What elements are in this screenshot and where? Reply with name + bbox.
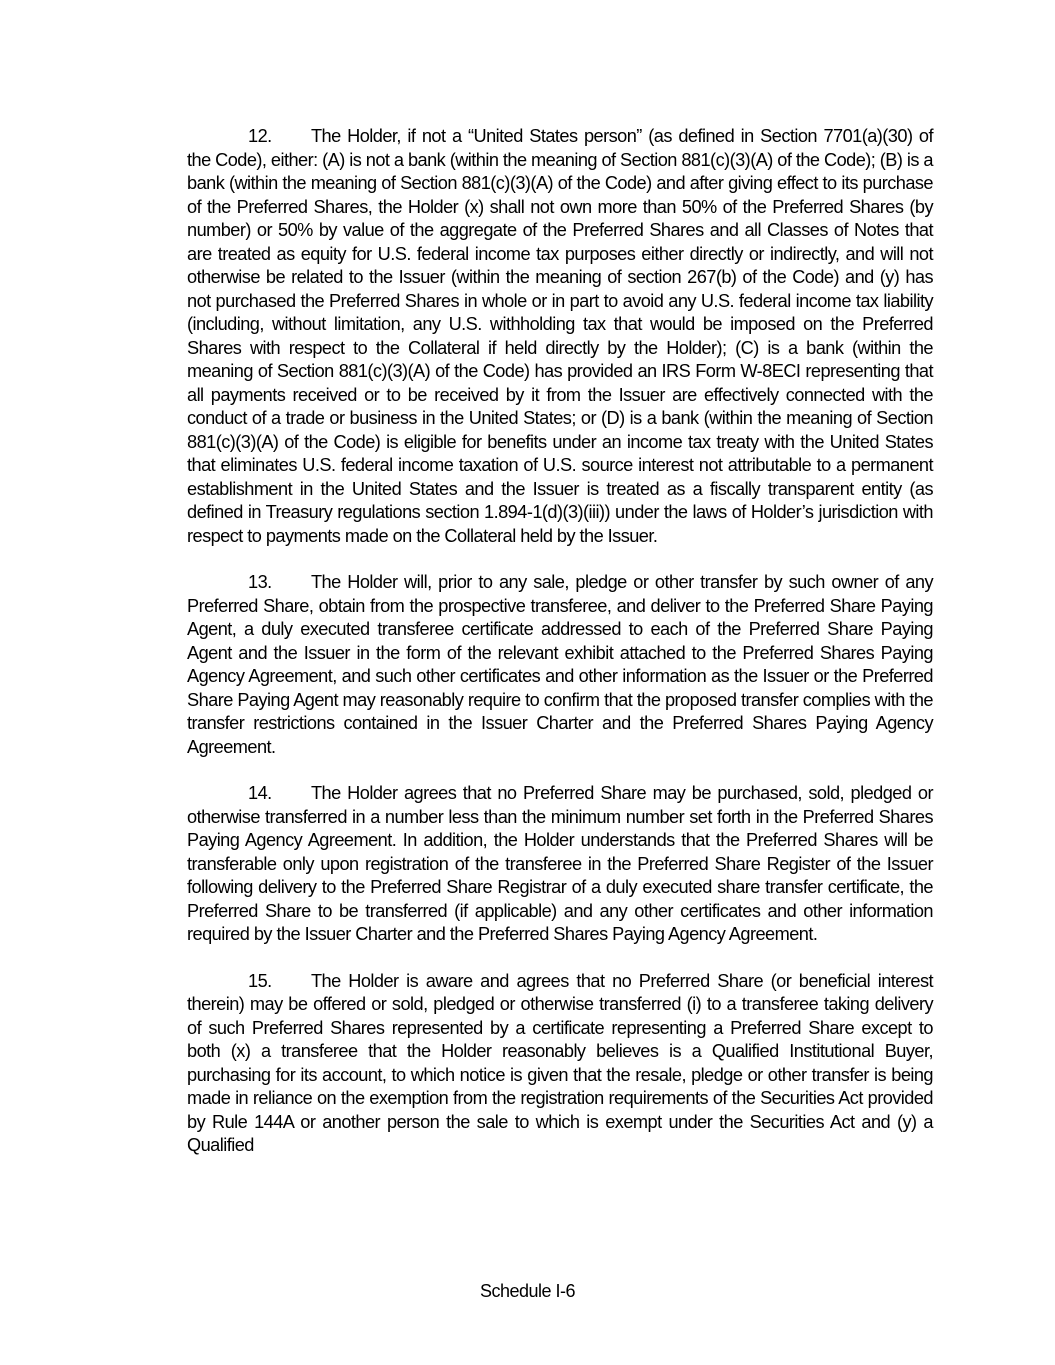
paragraph-text: The Holder is aware and agrees that no Preferred Share (or beneficial interest therein) may be offered or sold, pledged or otherwise transferred (i) to a transferee taking delivery of such Preferred Shares represented by a certificate representing a Preferred Share except to both (x) a transferee that the Holder reasonably believes is a Qualified Institutional Buyer, purchasing for its account, to which notice is given that the resale, pledge or other transfer is being made in reliance on the exemption from the registration requirements of the Securities Act provided by Rule 144A or another person the sale to which is exempt under the Securities Act and (y) a Qualified	[187, 970, 933, 1155]
page-footer: Schedule I-6	[479, 1281, 576, 1301]
paragraph-number: 12.	[248, 126, 272, 146]
paragraph-12	[187, 125, 933, 548]
document-page	[187, 125, 933, 1181]
paragraph-14	[187, 782, 933, 947]
paragraph-text: The Holder, if not a “United States person” (as defined in Section 7701(a)(30) of the Code), either: (A) is not a bank (within the meaning of Section 881(c)(3)(A) of the Code); (B) is a bank (within the meaning of Section 881(c)(3)(A) of the Code) and after giving effect to its purchase of the Preferred Shares, the Holder (x) shall not own more than 50% of the Preferred Shares (by number) or 50% by value of the aggregate of the Preferred Shares and all Classes of Notes that are treated as equity for U.S. federal income tax purposes either directly or indirectly, and will not otherwise be related to the Issuer (within the meaning of section 267(b) of the Code) and (y) has not purchased the Preferred Shares in whole or in part to avoid any U.S. federal income tax liability (including, without limitation, any U.S. withholding tax that would be imposed on the Preferred Shares with respect to the Collateral if held directly by the Holder); (C) is a bank (within the meaning of Section 881(c)(3)(A) of the Code) has provided an IRS Form W-8ECI representing that all payments received or to be received by it from the Issuer are effectively connected with the conduct of a trade or business in the United States; or (D) is a bank (within the meaning of Section 881(c)(3)(A) of the Code) is eligible for benefits under an income tax treaty with the United States that eliminates U.S. federal income taxation of U.S. source interest not attributable to a permanent establishment in the United States and the Issuer is treated as a fiscally transparent entity (as defined in Treasury regulations section 1.894-1(d)(3)(iii)) under the laws of Holder’s jurisdiction with respect to payments made on the Collateral held by the Issuer.	[187, 126, 933, 546]
paragraph-number: 15.	[248, 970, 272, 991]
paragraph-13	[187, 571, 933, 759]
paragraph-15	[187, 970, 933, 1158]
paragraph-number: 13.	[248, 572, 272, 592]
paragraph-number: 14.	[248, 783, 272, 803]
paragraph-text: The Holder will, prior to any sale, pledge or other transfer by such owner of any Preferred Share, obtain from the prospective transferee, and deliver to the Preferred Share Paying Agent, a duly executed transferee certificate addressed to each of the Preferred Share Paying Agent and the Issuer in the form of the relevant exhibit attached to the Preferred Shares Paying Agency Agreement, and such other certificates and other information as the Issuer or the Preferred Share Paying Agent may reasonably require to confirm that the proposed transfer complies with the transfer restrictions contained in the Issuer Charter and the Preferred Shares Paying Agency Agreement.	[187, 572, 933, 757]
paragraph-text: The Holder agrees that no Preferred Share may be purchased, sold, pledged or otherwise transferred in a number less than the minimum number set forth in the Preferred Shares Paying Agency Agreement. In addition, the Holder understands that the Preferred Shares will be transferable only upon registration of the transferee in the Preferred Share Register of the Issuer following delivery to the Preferred Share Registrar of a duly executed share transfer certificate, the Preferred Share to be transferred (if applicable) and any other certificates and other information required by the Issuer Charter and the Preferred Shares Paying Agency Agreement.	[187, 783, 933, 944]
